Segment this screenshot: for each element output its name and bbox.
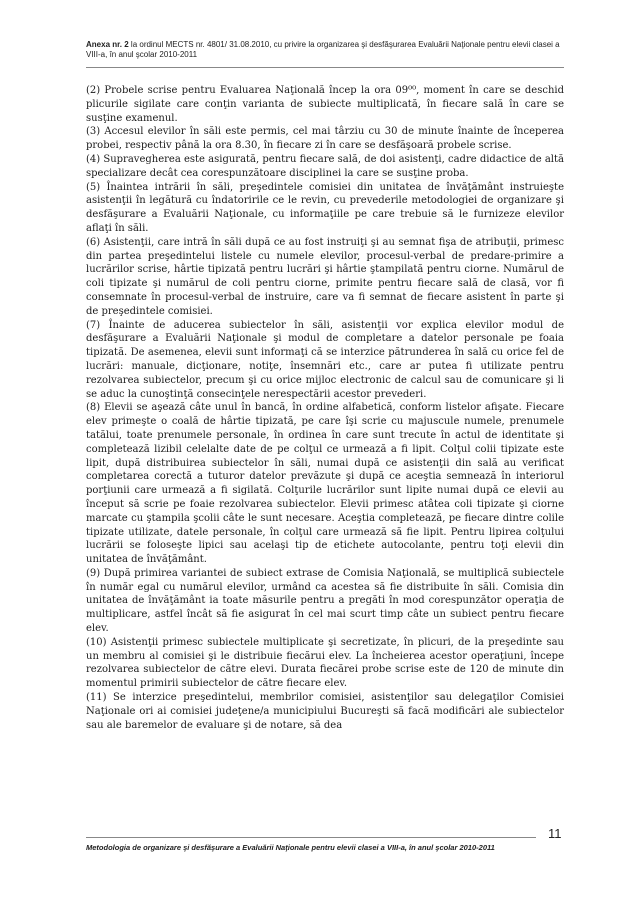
page-number: 11 <box>548 826 562 841</box>
footer-rule <box>86 837 536 838</box>
paragraph-5: (5) Înaintea intrării în săli, preşedintele comisiei din unitatea de învăţământ instruieşte asistenţii în legătură cu îndatoririle ce le revin, cu prevederile metodologiei de organizare şi desfăşurare a Evaluării Naţionale, cu informaţiile pe care trebuie să le furnizeze elevilor aflaţi în săli. <box>86 181 564 234</box>
paragraph-10: (10) Asistenţii primesc subiectele multiplicate şi secretizate, în plicuri, de la preşedinte sau un membru al comisiei şi le distribuie fiecărui elev. La încheierea acestor operaţiuni, începe rezolvarea subiectelor de către elevi. Durata fiecărei probe scrise este de 120 de minute din momentul primirii subiectelor de către fiecare elev. <box>86 636 564 690</box>
header-text: la ordinul MECTS nr. 4801/ 31.08.2010, cu privire la organizarea şi desfăşurarea Evaluării Naţionale pentru elevii clasei a VIII-a, în anul şcolar 2010-2011 <box>86 40 560 59</box>
page-footer: Metodologia de organizare şi desfăşurare a Evaluării Naţionale pentru elevii clasei a VIII-a, în anul şcolar 2010-2011 <box>86 843 495 852</box>
paragraph-8: (8) Elevii se aşează câte unul în bancă, în ordine alfabetică, conform listelor afişate. Fiecare elev primeşte o coală de hârtie tipizată, pe care îşi scrie cu majuscule numele, prenumele tatălui, toate prenumele personale, în ordinea în care sunt trecute în actul de identitate şi completează lizibil celelalte date de pe colţul ce urmează a fi lipit. Colţul colii tipizate este lipit, după distribuirea subiectelor în săli, numai după ce asistenţii din sală au verificat completarea corectă a tuturor datelor prevăzute şi după ce aceştia semnează în interiorul porţiunii care urmează a fi sigilată. Colţurile lucrărilor sunt lipite numai după ce elevii au început să scrie pe foaie rezolvarea subiectelor. Elevii primesc atâtea coli tipizate şi ciorne marcate cu ştampila şcolii câte le sunt necesare. Aceştia completează, pe fiecare dintre colile tipizate utilizate, datele personale, în colţul care urmează să fie lipit. Pentru lipirea colţului lucrării se foloseşte lipici sau acelaşi tip de etichete autocolante, pentru toţi elevii din unitatea de învăţământ. <box>86 402 564 566</box>
paragraph-2: (2) Probele scrise pentru Evaluarea Naţională încep la ora 09⁰⁰, moment în care se deschid plicurile sigilate care conţin varianta de subiecte multiplicată, în fiecare sală în care se susţine examenul. <box>86 85 564 124</box>
paragraph-11: (11) Se interzice preşedintelui, membrilor comisiei, asistenţilor sau delegaţilor Comisiei Naţionale ori ai comisiei judeţene/a municipiului Bucureşti să facă modificări ale subiectelor sau ale baremelor de evaluare şi de notare, să dea <box>86 692 564 731</box>
page-header <box>86 40 564 60</box>
paragraph-6: (6) Asistenţii, care intră în săli după ce au fost instruiţi şi au semnat fişa de atribuţii, primesc din partea preşedintelui listele cu numele elevilor, procesul-verbal de predare-primire a lucrărilor scrise, hârtie tipizată pentru lucrări şi hârtie ştampilată pentru ciorne. Numărul de coli tipizate şi numărul de coli pentru ciorne, primite pentru fiecare sală de clasă, vor fi consemnate în procesul-verbal de instruire, care va fi semnat de fiecare asistent în parte şi de preşedintele comisiei. <box>86 236 564 317</box>
annex-label: Anexa nr. 2 <box>86 40 129 49</box>
paragraph-9: (9) După primirea variantei de subiect extrase de Comisia Naţională, se multiplică subiectele în număr egal cu numărul elevilor, urmând ca acestea să fie distribuite în săli. Comisia din unitatea de învăţământ ia toate măsurile pentru a pregăti în mod corespunzător operaţia de multiplicare, astfel încât să fie asigurat în cel mai scurt timp câte un subiect pentru fiecare elev. <box>86 567 564 635</box>
paragraph-7: (7) Înainte de aducerea subiectelor în săli, asistenţii vor explica elevilor modul de desfăşurare a Evaluării Naţionale şi modul de completare a datelor personale pe foaia tipizată. De asemenea, elevii sunt informaţi că se interzice pătrunderea în sală cu orice fel de lucrări: manuale, dicţionare, notiţe, însemnări etc., care ar putea fi utilizate pentru rezolvarea subiectelor, precum şi cu orice mijloc electronic de calcul sau de comunicare şi li se aduc la cunoştinţă consecinţele nerespectării acestor prevederi. <box>86 319 564 400</box>
header-rule <box>86 67 564 68</box>
paragraph-3: (3) Accesul elevilor în săli este permis, cel mai târziu cu 30 de minute înainte de începerea probei, respectiv până la ora 8.30, în fiecare zi în care se desfăşoară probele scrise. <box>86 126 564 152</box>
document-body <box>86 84 564 732</box>
paragraph-4: (4) Supravegherea este asigurată, pentru fiecare sală, de doi asistenţi, cadre didactice de altă specializare decât cea corespunzătoare disciplinei la care se susţine proba. <box>86 153 564 179</box>
